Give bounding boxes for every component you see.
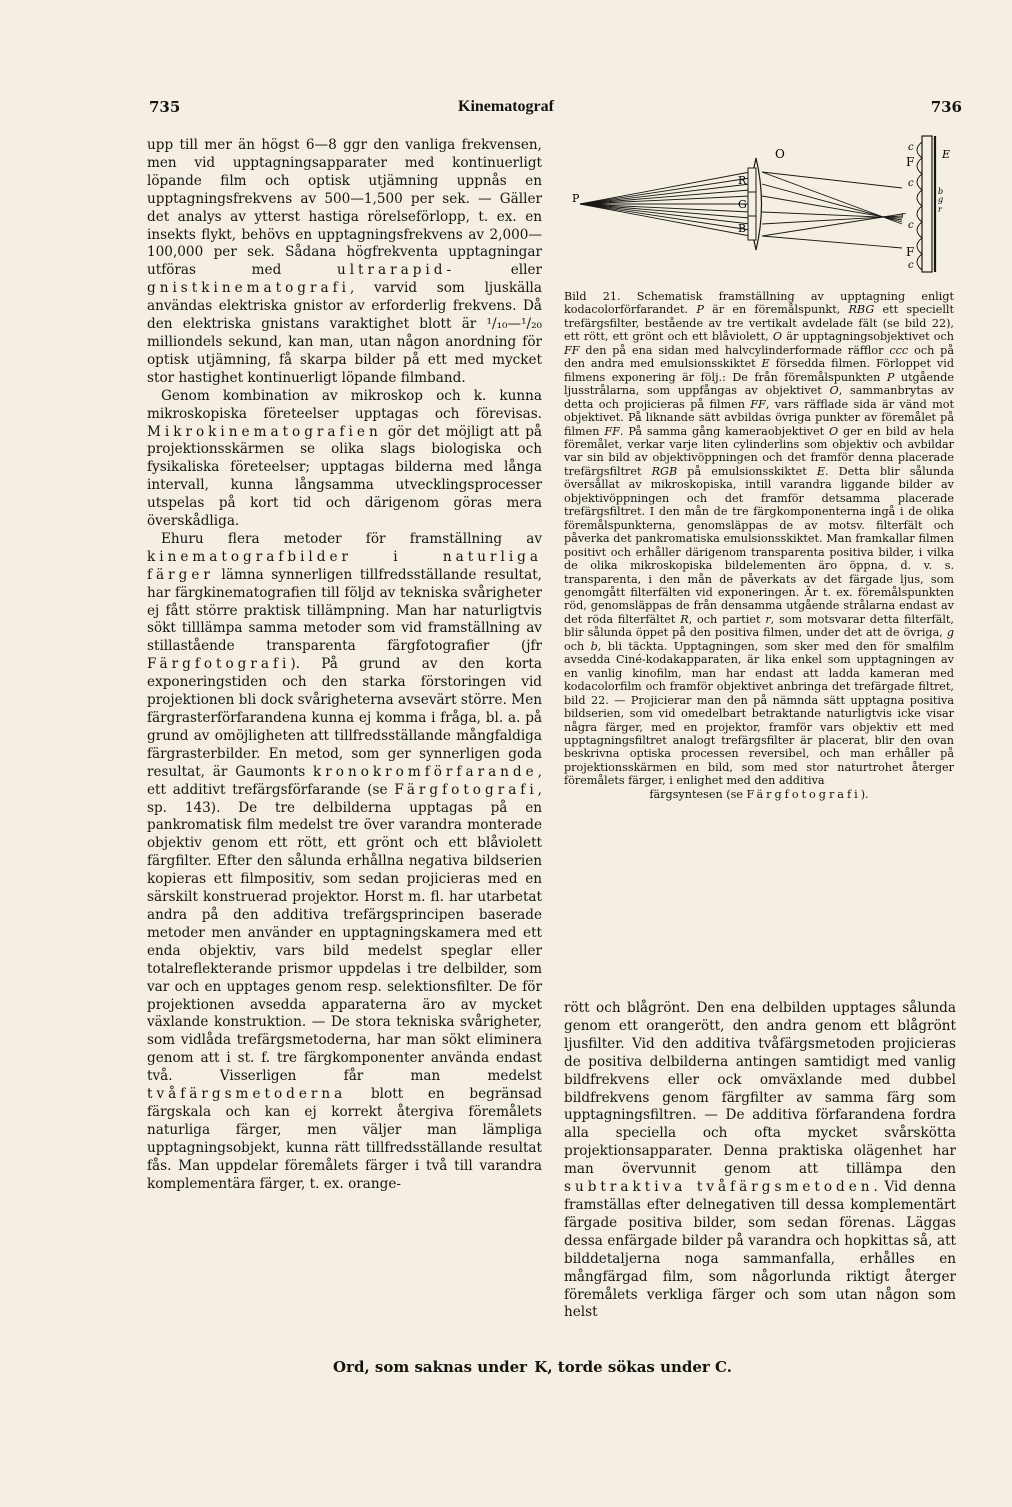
text-run: , bli täckta. Upptagningen, som sker med den för smalfilm avsedda Ciné-kodakapparaten, är lika enkel som upptagningen av en vanlig kinofilm, man har endast att ladda kameran med kodacolorfilm och framför objektivet anbringa det trefärgade filtret, bild 22. — Projicierar man den på nämnda sätt upptagna positiva bildserien, som vid omedelbart betraktande naturligtvis icke visar några färger, med en projektor, framför vars objektiv ett med upptagningsfiltret analogt trefärgsfilter är placerat, blir den ovan beskrivna optiska processen reversibel, och man erhåller på projektionsskärmen en bild, som med stor naturtrohet återger föremålets färger, i enlighet med den additiva xyxy=(564,639,954,788)
trefargsfilter xyxy=(748,168,756,240)
text-run: , som motsvarar detta filterfält, blir sålunda öppet på den positiva filmen, under det att de övriga, xyxy=(564,612,954,640)
term-ultrarapid: ultrarapid- xyxy=(336,262,456,279)
text-run: gör det möjligt att på projektionsskärmen se olika slags biologiska och fysikaliska företeelser; upptagas bilderna med långa intervall, kunna långsamma utvecklingsprocesser utspelas på kort tid och därigenom göras mera överskådliga. xyxy=(147,423,542,530)
text-run: , ett additivt trefärgsförfarande (se xyxy=(147,763,542,798)
caption-text xyxy=(564,290,954,788)
ref-fargfotografi: Färgfotografi xyxy=(394,781,538,798)
right-column-continuation xyxy=(564,1000,956,1322)
label-b-small: b xyxy=(938,187,944,196)
page-number-left: 735 xyxy=(149,98,181,116)
caption-symbol: ccc xyxy=(889,343,909,357)
label-r-corner: r xyxy=(938,205,942,214)
caption-symbol: RBG xyxy=(848,303,875,317)
caption-symbol: r xyxy=(765,612,771,626)
caption-symbol: P xyxy=(696,303,704,317)
term-mikrokinematografien: Mikrokinematografien xyxy=(147,423,382,440)
label-f-bottom: F xyxy=(906,245,915,259)
text-run: på emulsionsskiktet xyxy=(677,464,817,478)
term-tvafargsmetoderna: tvåfärgsmetoderna xyxy=(147,1086,347,1103)
film-strip xyxy=(922,136,932,272)
figure-caption xyxy=(564,290,954,801)
text-run: , varvid som ljuskälla användas elektriska gnistor av erforderlig frekvens. Då den elektriska gnistans varaktighet blott är ¹/₁₀—¹/₂₀ milliondels sekund, kan man, utan någon anordning för optisk utjämning, få skarpa bilder på ett med mycket stor hastighet kontinuerligt löpande filmband. xyxy=(147,280,542,386)
text-run: . På samma gång kameraobjektivet xyxy=(619,424,829,438)
text-run: ett speciellt trefärgsfilter, bestående av tre vertikalt avdelade fält (se bild 22), ett rött, ett grönt och ett blåviolett, xyxy=(564,303,954,344)
text-run: Bild 21. Schematisk framställning av upptagning enligt kodacolorförfarandet. xyxy=(564,290,954,317)
label-o: O xyxy=(775,147,785,161)
label-f-top: F xyxy=(906,155,915,169)
left-column xyxy=(147,137,542,1193)
text-run: lämna synnerligen tillfredsställande resultat, har färgkinematografien till följd av tekniska svårigheter ej fått större praktisk tillämpning. Man har naturligtvis sökt tilllämpa samma metoder som vid framställning av stillastående transparenta färgfotografier (jfr xyxy=(147,566,542,655)
term-naturliga-farger: kinematografbilder i naturliga färger xyxy=(147,548,542,583)
figure-kodacolor-diagram xyxy=(562,128,962,288)
caption-symbol: RGB xyxy=(651,464,678,478)
term-kronokromforfarande: kronokromförfarande xyxy=(313,763,538,780)
text-run: ). På grund av den korta exponeringstiden och den starka förstoringen vid projektionen bli dock svårigheterna avsevärt större. Men färgrasterförfarandena kunna ej komma i fråga, bl. a. på grund av omöjligheten att tillfredsställande mångfaldiga färgrasterbilder. En metod, som ger synnerligen goda resultat, är Gaumonts xyxy=(147,656,542,780)
term-gnistkinematografi: gnistkinematografi xyxy=(147,280,350,297)
text-run: . Vid denna framställas efter delnegativen till dessa komplementärt färgade positiva bilder, som sedan förenas. Läggas dessa enfärgade bilder på varandra och hopkittas så, att bilddetaljerna noga sammanfalla, erhålles en mångfärgad film, som någorlunda riktigt återger föremålets verkliga färger och som utan någon som helst xyxy=(564,1179,956,1321)
caption-symbol: FF xyxy=(750,397,766,411)
caption-symbol: O xyxy=(829,384,839,398)
caption-symbol: E xyxy=(816,464,826,478)
paragraph-fargkinematografi xyxy=(147,531,542,1194)
text-run: Ehuru flera metoder för framställning av xyxy=(161,530,542,547)
caption-symbol: g xyxy=(946,626,954,640)
label-c: c xyxy=(908,260,914,271)
text-run: Genom kombination av mikroskop och k. kunna mikroskopiska företeelser upptagas och förevisas. xyxy=(147,387,542,422)
text-run: upp till mer än högst 6—8 ggr den vanliga frekvensen, men vid upptagningsapparater med kontinuerligt löpande film och optisk utjämning uppnås en upptagningsfrekvens av 500—1,500 per sek. — Gäller det analys av ytterst hastiga rörelseförlopp, t. ex. en insekts flykt, behövs en upptagningsfrekvens av 2,000—100,000 per sek. Sådana högfrekventa upptagningar utföras med xyxy=(147,137,542,279)
caption-symbol: b xyxy=(590,639,598,653)
text-run: , sammanbrytas av detta och projicieras på filmen xyxy=(564,384,954,411)
text-run: och på den andra med emulsionsskiktet xyxy=(564,343,954,371)
text-run: , och partiet xyxy=(688,612,766,626)
running-title: Kinematograf xyxy=(458,98,554,115)
text-run: försedda filmen. Förloppet vid filmens exponering är följ.: De från föremålspunkten xyxy=(564,357,954,384)
text-run: , vars räfflade sida är vänd mot objektivet. På liknande sätt avbildas övriga punkter av föremålet på filmen xyxy=(564,397,954,438)
label-b: B xyxy=(738,222,747,235)
label-g: G xyxy=(738,198,747,211)
text-run: blott en begränsad färgskala och kan ej korrekt återgiva föremålets naturliga färger, men väljer man lämpliga upptagningsobjekt, kunna rätt tillfredsställande resultat fås. Man uppdelar föremålets färger i två till varandra komplementära färger, t. ex. orange- xyxy=(147,1086,542,1192)
text-run: rött och blågrönt. Den ena delbilden upptages sålunda genom ett orangerött, den andra genom ett blågrönt ljusfilter. Vid den additiva tvåfärgsmetoden projicieras de positiva delbilderna antingen samtidigt med vanlig bildfrekvens eller ock omväxlande med dubbel bildfrekvens genom färgfilter av samma färg som upptagningsfiltren. — De additiva förfarandena fordra alla speciella och ofta mycket svårskötta projektionsapparater. Denna praktiska olägenhet har man övervunnit genom att tillämpa den xyxy=(564,1000,956,1178)
ref-fargfotografi: Färgfotografi xyxy=(746,787,861,801)
caption-last-line xyxy=(564,788,954,801)
label-c: c xyxy=(908,220,914,231)
text-run: och xyxy=(564,639,591,653)
label-r: R xyxy=(738,174,747,187)
label-e: E xyxy=(942,148,951,161)
term-subtraktiva-tvafargsmetoden: subtraktiva tvåfärgsmetoden xyxy=(564,1179,874,1196)
text-run: eller xyxy=(455,262,542,279)
text-run: ger en bild av hela föremålet, verkar varje liten cylinderlins som objektiv och avbildar var sin bild av objektivöppningen och det framför denna placerade trefärgsfiltret xyxy=(564,424,955,478)
text-run: är en föremålspunkt, xyxy=(703,303,849,317)
label-c: c xyxy=(908,142,914,153)
caption-symbol: O xyxy=(828,424,839,438)
footer-left: Ord, som saknas under xyxy=(333,1358,528,1376)
caption-symbol: P xyxy=(886,370,895,384)
caption-symbol: FF xyxy=(564,343,580,357)
text-run: , sp. 143). De tre delbilderna upptagas på en pankromatisk film medelst tre över varandra monterade objektiv genom ett rött, ett grönt och ett blåviolett färgfilter. Efter den sålunda erhållna negativa bildserien kopieras ett filmpositiv, som sedan projicieras med en särskilt konstruerad projektor. Horst m. fl. har utarbetat andra på den additiva trefärgsprincipen baserade metoder men använder en upptagningskamera med ett enda objektiv, vars bild medelst speglar eller totalreflekterande prismor uppdelas i tre delbilder, som var och en upptages genom resp. selektionsfilter. De för projektionen avsedda apparaterna äro av mycket växlande konstruktion. — De stora tekniska svårigheter, som vidlåda trefärgsmetoderna, har man sökt eliminera genom att i st. f. tre färgkomponenter använda endast två. Visserligen får man medelst xyxy=(147,781,542,1085)
text-run: färgsyntesen (se xyxy=(649,787,747,801)
label-c: c xyxy=(908,178,914,189)
paragraph-ultrarapid xyxy=(147,137,542,388)
page-number-right: 736 xyxy=(930,98,962,116)
page-footer xyxy=(0,1358,1012,1376)
ref-fargfotografi: Färgfotografi xyxy=(147,656,291,673)
caption-symbol: E xyxy=(761,357,770,371)
text-run: ). xyxy=(860,787,869,801)
text-run: den på ena sidan med halvcylinderformade räfflor xyxy=(579,343,890,357)
film-grooves xyxy=(917,142,922,270)
text-run: är upptagningsobjektivet och xyxy=(782,330,954,344)
label-r-small: r xyxy=(901,211,906,221)
caption-symbol: O xyxy=(772,330,783,344)
text-run: . Detta blir sålunda översållat av mikroskopiska, intill varandra liggande bilder av objektivöppningen och det framför detsamma placerade trefärgsfiltret. I den mån de tre färgkomponenterna ingå i de olika föremålspunkterna, genomsläppas de av motsv. filterfält och påverka det pankromatiska emulsionsskiktet. Man framkallar filmen positivt och erhåller därigenom transparenta positiva bilder, i vilka de olika mikroskopiska bildelementen äro öppna, d. v. s. transparenta, i den mån de påverkats av det färgade ljus, som genomgått filterfälten vid exponeringen. Är t. ex. föremålspunkten röd, genomsläppas de från densamma utgående strålarna endast av det röda filterfältet xyxy=(564,464,954,626)
text-run: utgående ljusstrålarna, som uppfångas av objektivet xyxy=(564,370,954,398)
label-p: P xyxy=(572,192,580,205)
label-g-small: g xyxy=(938,195,944,204)
caption-symbol: FF xyxy=(604,424,620,438)
paragraph-mikrokinematografi xyxy=(147,388,542,531)
paragraph-tvafargsmetod xyxy=(564,1000,956,1322)
footer-right: K, torde sökas under C. xyxy=(534,1358,732,1376)
caption-symbol: R xyxy=(680,612,689,626)
